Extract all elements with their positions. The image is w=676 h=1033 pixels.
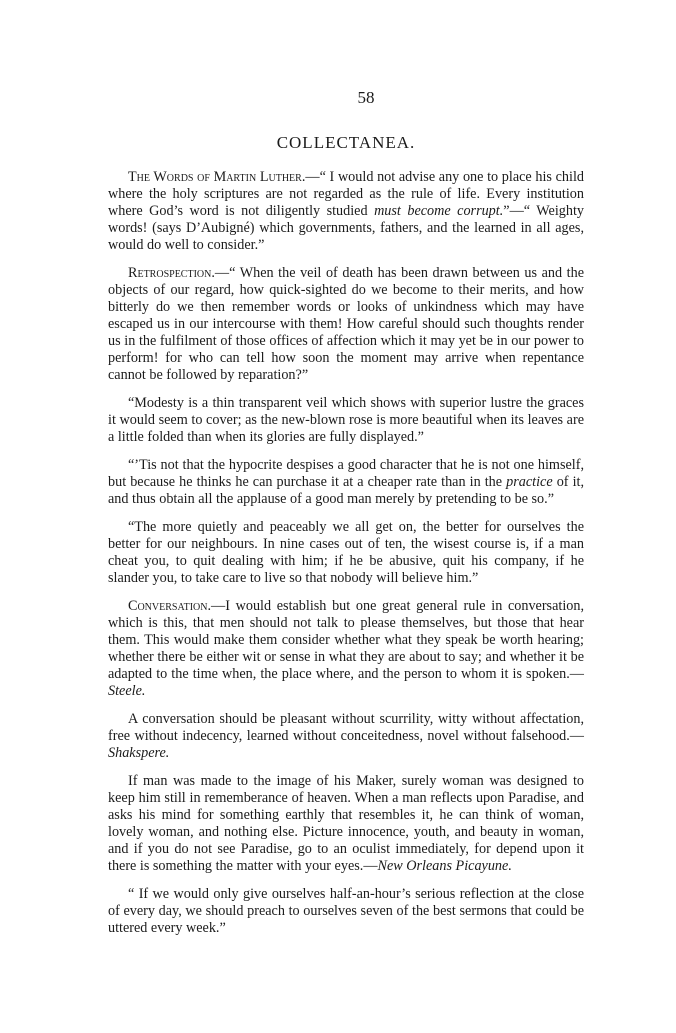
entry-italic-text: New Orleans Picayune.	[377, 858, 512, 874]
entry-paragraph	[108, 457, 584, 508]
entry-italic-text: Steele.	[108, 683, 146, 699]
entry-italic-text: must become corrupt.	[374, 203, 504, 219]
entry-text: “Modesty is a thin transparent veil which shows with superior lustre the graces it would seem to cover; as the new-blown rose is more beautiful when its leaves are a little folded than when its glories are fully displayed.”	[108, 395, 584, 445]
page-number: 58	[357, 88, 375, 107]
entry-heading: Retrospection.	[128, 265, 215, 281]
entry-heading: Conversation.	[128, 598, 212, 614]
page-title: COLLECTANEA.	[276, 133, 416, 152]
entry-paragraph	[108, 711, 584, 762]
entry-italic-text: practice	[506, 474, 553, 490]
entry-text: A conversation should be pleasant without scurrility, witty without affectation, free without indecency, learned without conceitedness, novel without falsehood.—	[108, 711, 584, 744]
entry-text: —“ I would not advise any one to place his child where the holy scriptures are not regarded as the rule of life. Every institution where God’s word is not diligently studied	[108, 169, 584, 219]
entry-paragraph	[108, 773, 584, 875]
entries-list	[108, 169, 584, 937]
entry-paragraph	[108, 519, 584, 587]
entry-text: —“ When the veil of death has been drawn between us and the objects of our regard, how quick-sighted do we become to their merits, and how bitterly do we then remember words or looks of unkindness which may have escaped us in our intercourse with them! How careful should such thoughts render us in the fulfilment of those offices of affection which it may yet be in our power to perform! for who can tell how soon the moment may arrive when repentance cannot be followed by reparation?”	[108, 265, 584, 383]
entry-text: “The more quietly and peaceably we all get on, the better for ourselves the better for our neighbours. In nine cases out of ten, the wisest course is, if a man cheat you, to quit dealing with him; if he be abusive, quit his company, if he slander you, to take care to live so that nobody will believe him.”	[108, 519, 584, 586]
entry-paragraph	[108, 169, 584, 254]
entry-text: —I would establish but one great general rule in conversation, which is this, that men should not talk to please themselves, but those that hear them. This would make them consider whether what they speak be worth hearing; whether there be either wit or sense in what they are about to say; and whether it be adapted to the time when, the place where, and the person to whom it is spoken.—	[108, 598, 584, 682]
entry-paragraph	[108, 886, 584, 937]
entry-paragraph	[108, 598, 584, 700]
entry-italic-text: Shakspere.	[108, 745, 170, 761]
entry-text: ”—“ Weighty words! (says D’Aubigné) which governments, fathers, and the learned in all ages, would do well to consider.”	[108, 203, 584, 253]
entry-paragraph	[108, 265, 584, 384]
entry-text: “’Tis not that the hypocrite despises a good character that he is not one himself, but because he thinks he can purchase it at a cheaper rate than in the	[108, 457, 584, 490]
entry-text: “ If we would only give ourselves half-an-hour’s serious reflection at the close of every day, we should preach to ourselves seven of the best sermons that could be uttered every week.”	[108, 886, 584, 936]
entry-heading: The Words of Martin Luther.	[128, 169, 306, 185]
entry-text: of it, and thus obtain all the applause of a good man merely by pretending to be so.”	[108, 474, 585, 507]
entry-text: If man was made to the image of his Maker, surely woman was designed to keep him still in rememberance of heaven. When a man reflects upon Paradise, and asks his mind for something earthly that resembles it, he can think of woman, lovely woman, and nothing else. Picture innocence, youth, and beauty in woman, and if you do not see Paradise, go to an oculist immediately, for depend upon it there is something the matter with your eyes.—	[108, 773, 584, 874]
entry-paragraph	[108, 395, 584, 446]
